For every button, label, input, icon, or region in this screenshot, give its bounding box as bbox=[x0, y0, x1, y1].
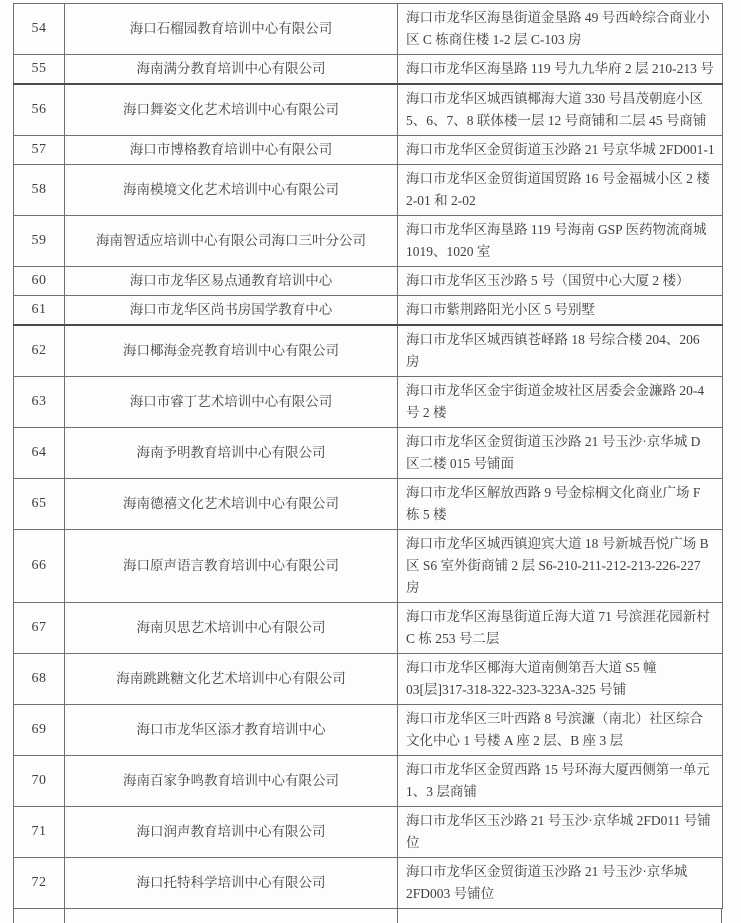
row-number: 61 bbox=[14, 296, 65, 326]
center-address: 海口市龙华区海垦街道金垦路 49 号西岭综合商业小区 C 栋商住楼 1-2 层 C-103 房 bbox=[398, 4, 723, 55]
center-address: 海口市龙华区金贸西路 15 号环海大厦西侧第一单元 1、3 层商铺 bbox=[398, 756, 723, 807]
center-name: 海口托特科学培训中心有限公司 bbox=[65, 858, 398, 909]
training-centers-table bbox=[13, 3, 723, 909]
table-row bbox=[14, 4, 723, 55]
center-name: 海南模境文化艺术培训中心有限公司 bbox=[65, 165, 398, 216]
center-name: 海南贝思艺术培训中心有限公司 bbox=[65, 603, 398, 654]
table-row bbox=[14, 428, 723, 479]
center-name: 海口市龙华区尚书房国学教育中心 bbox=[65, 296, 398, 326]
center-address: 海口市龙华区解放西路 9 号金棕榈文化商业广场 F 栋 5 楼 bbox=[398, 479, 723, 530]
center-address: 海口市龙华区海垦路 119 号九九华府 2 层 210-213 号 bbox=[398, 55, 723, 85]
row-number: 60 bbox=[14, 267, 65, 296]
row-number: 55 bbox=[14, 55, 65, 85]
table-row bbox=[14, 705, 723, 756]
table-row bbox=[14, 807, 723, 858]
table-row bbox=[14, 479, 723, 530]
center-name: 海南跳跳糖文化艺术培训中心有限公司 bbox=[65, 654, 398, 705]
table-row bbox=[14, 325, 723, 377]
row-number: 68 bbox=[14, 654, 65, 705]
center-address: 海口市龙华区金宇街道金坡社区居委会金濂路 20-4 号 2 楼 bbox=[398, 377, 723, 428]
center-address: 海口市龙华区金贸街道国贸路 16 号金福城小区 2 楼 2-01 和 2-02 bbox=[398, 165, 723, 216]
center-name: 海口原声语言教育培训中心有限公司 bbox=[65, 530, 398, 603]
center-name: 海南予明教育培训中心有限公司 bbox=[65, 428, 398, 479]
table-body bbox=[14, 4, 723, 909]
table-row bbox=[14, 377, 723, 428]
row-number: 64 bbox=[14, 428, 65, 479]
row-number: 57 bbox=[14, 136, 65, 165]
center-name: 海口椰海金亮教育培训中心有限公司 bbox=[65, 325, 398, 377]
row-number: 65 bbox=[14, 479, 65, 530]
table-row bbox=[14, 756, 723, 807]
center-name: 海口润声教育培训中心有限公司 bbox=[65, 807, 398, 858]
continuation-number-cell bbox=[13, 909, 64, 923]
center-name: 海口市龙华区易点通教育培训中心 bbox=[65, 267, 398, 296]
table-row bbox=[14, 216, 723, 267]
table-row bbox=[14, 55, 723, 85]
table-row bbox=[14, 858, 723, 909]
center-address: 海口市龙华区玉沙路 5 号（国贸中心大厦 2 楼） bbox=[398, 267, 723, 296]
row-number: 70 bbox=[14, 756, 65, 807]
row-number: 66 bbox=[14, 530, 65, 603]
row-number: 71 bbox=[14, 807, 65, 858]
table-row bbox=[14, 603, 723, 654]
center-address: 海口市龙华区金贸街道玉沙路 21 号京华城 2FD001-1 bbox=[398, 136, 723, 165]
table-row bbox=[14, 530, 723, 603]
row-number: 62 bbox=[14, 325, 65, 377]
table-row bbox=[14, 165, 723, 216]
table-row bbox=[14, 136, 723, 165]
table-row bbox=[14, 267, 723, 296]
center-address: 海口市龙华区海垦路 119 号海南 GSP 医药物流商城 1019、1020 室 bbox=[398, 216, 723, 267]
row-number: 54 bbox=[14, 4, 65, 55]
row-number: 58 bbox=[14, 165, 65, 216]
center-address: 海口市龙华区玉沙路 21 号玉沙·京华城 2FD011 号铺位 bbox=[398, 807, 723, 858]
center-address: 海口市龙华区海垦街道丘海大道 71 号滨涯花园新村 C 栋 253 号二层 bbox=[398, 603, 723, 654]
table-continuation bbox=[13, 909, 722, 923]
center-address: 海口市龙华区三叶西路 8 号滨濂（南北）社区综合文化中心 1 号楼 A 座 2 层、B 座 3 层 bbox=[398, 705, 723, 756]
center-name: 海南德禧文化艺术培训中心有限公司 bbox=[65, 479, 398, 530]
row-number: 56 bbox=[14, 84, 65, 136]
continuation-address-cell bbox=[397, 909, 722, 923]
center-name: 海口石榴园教育培训中心有限公司 bbox=[65, 4, 398, 55]
table-row bbox=[14, 296, 723, 326]
table-row bbox=[14, 654, 723, 705]
row-number: 69 bbox=[14, 705, 65, 756]
center-name: 海南智适应培训中心有限公司海口三叶分公司 bbox=[65, 216, 398, 267]
scanned-document-page bbox=[0, 3, 741, 901]
center-address: 海口市龙华区椰海大道南侧第吾大道 S5 幢 03[层]317-318-322-323-323A-325 号铺 bbox=[398, 654, 723, 705]
center-name: 海口市博格教育培训中心有限公司 bbox=[65, 136, 398, 165]
row-number: 59 bbox=[14, 216, 65, 267]
center-address: 海口市龙华区金贸街道玉沙路 21 号玉沙·京华城 2FD003 号铺位 bbox=[398, 858, 723, 909]
center-name: 海口市龙华区添才教育培训中心 bbox=[65, 705, 398, 756]
center-name: 海南满分教育培训中心有限公司 bbox=[65, 55, 398, 85]
center-name: 海口市睿丁艺术培训中心有限公司 bbox=[65, 377, 398, 428]
center-name: 海口舞姿文化艺术培训中心有限公司 bbox=[65, 84, 398, 136]
center-name: 海南百家争鸣教育培训中心有限公司 bbox=[65, 756, 398, 807]
table-row bbox=[14, 84, 723, 136]
continuation-name-cell bbox=[64, 909, 397, 923]
center-address: 海口市龙华区城西镇苍峄路 18 号综合楼 204、206 房 bbox=[398, 325, 723, 377]
center-address: 海口市龙华区金贸街道玉沙路 21 号玉沙·京华城 D 区二楼 015 号铺面 bbox=[398, 428, 723, 479]
center-address: 海口市龙华区城西镇椰海大道 330 号昌茂朝庭小区 5、6、7、8 联体楼一层 12 号商铺和二层 45 号商铺 bbox=[398, 84, 723, 136]
center-address: 海口市紫荆路阳光小区 5 号别墅 bbox=[398, 296, 723, 326]
row-number: 72 bbox=[14, 858, 65, 909]
row-number: 67 bbox=[14, 603, 65, 654]
row-number: 63 bbox=[14, 377, 65, 428]
center-address: 海口市龙华区城西镇迎宾大道 18 号新城吾悦广场 B 区 S6 室外街商铺 2 层 S6-210-211-212-213-226-227 房 bbox=[398, 530, 723, 603]
